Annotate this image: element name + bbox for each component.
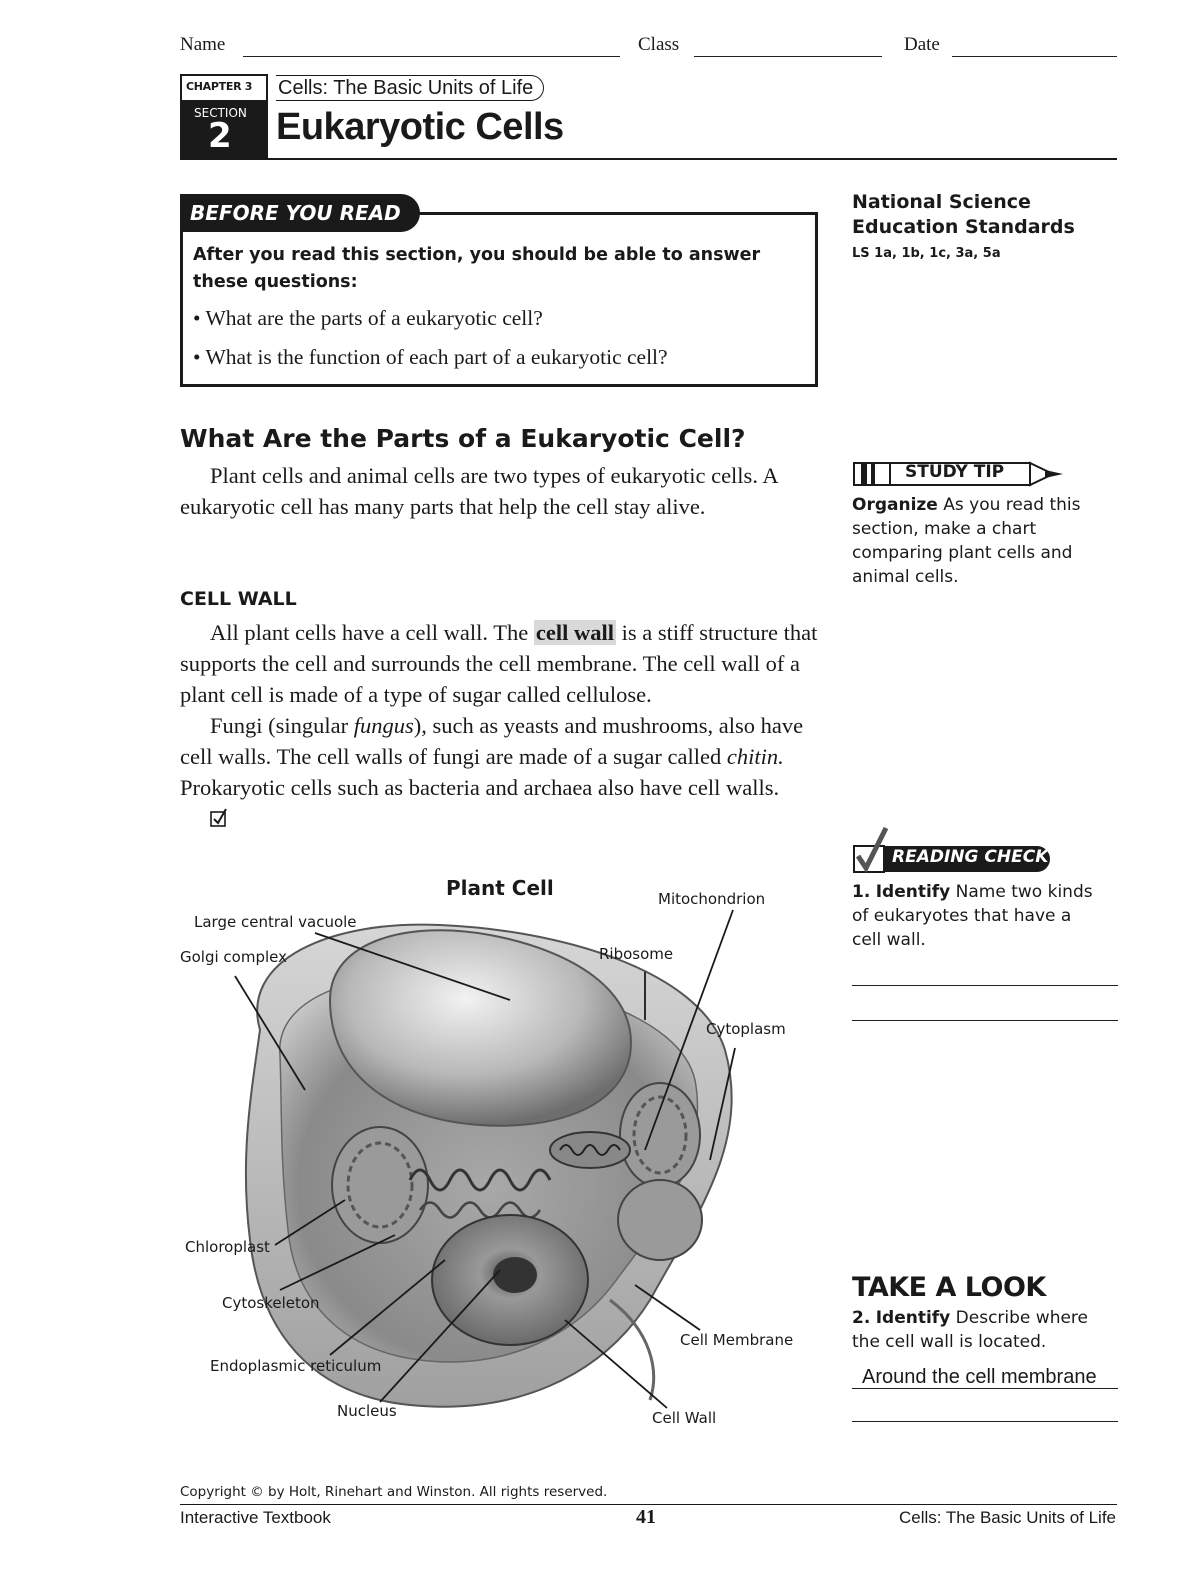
label-chloroplast: Chloroplast — [185, 1238, 270, 1256]
cell-wall-paragraphs: All plant cells have a cell wall. The cell wall is a stiff structure that supports the cell and surrounds the cell membrane. The cell wall of a plant cell is made of a type of sugar called cellulose. Fungi (singular fungus), such as yeasts and mushrooms, also have cell walls. The cell walls of fungi are made of a sugar called chitin. Prokaryotic cells such as bacteria and archaea also have cell walls. — [180, 617, 820, 836]
label-nucleus: Nucleus — [337, 1402, 397, 1420]
answer-line[interactable] — [852, 985, 1118, 986]
chapter-title: Cells: The Basic Units of Life — [276, 75, 544, 101]
chapter-label: CHAPTER 3 — [186, 80, 253, 93]
class-label: Class — [638, 34, 680, 55]
mitochondrion-shape — [550, 1132, 630, 1168]
answer-line[interactable] — [852, 1421, 1118, 1422]
cell-wall-heading: CELL WALL — [180, 588, 297, 610]
date-label: Date — [904, 34, 940, 55]
section-label: SECTION — [194, 106, 247, 120]
label-cell-wall: Cell Wall — [652, 1409, 717, 1427]
section-title: Eukaryotic Cells — [276, 106, 564, 148]
figure-title: Plant Cell — [446, 876, 554, 900]
label-cytoplasm: Cytoplasm — [706, 1020, 786, 1038]
main-heading: What Are the Parts of a Eukaryotic Cell? — [180, 424, 746, 453]
reading-check-tag — [852, 826, 1066, 878]
study-tip-label: STUDY TIP — [905, 462, 1005, 482]
answer-text[interactable]: Around the cell membrane — [862, 1366, 1097, 1388]
take-a-look-question: 2. Identify Describe where the cell wall is located. — [852, 1308, 1089, 1352]
label-vacuole: Large central vacuole — [194, 913, 357, 931]
intro-paragraph: Plant cells and animal cells are two types of eukaryotic cells. A eukaryotic cell has many parts that help the cell stay alive. — [180, 463, 778, 519]
header-rule — [180, 158, 1117, 160]
footer-rule — [180, 1504, 1117, 1505]
label-er: Endoplasmic reticulum — [210, 1357, 382, 1375]
reading-check-question: 1. Identify Name two kinds of eukaryotes that have a cell wall. — [852, 882, 1093, 950]
label-cytoskeleton: Cytoskeleton — [222, 1294, 320, 1312]
answer-line[interactable] — [852, 1020, 1118, 1021]
standards-codes: LS 1a, 1b, 1c, 3a, 5a — [852, 246, 1001, 261]
answer-line[interactable] — [852, 1388, 1118, 1389]
footer-book-title: Interactive Textbook — [180, 1508, 331, 1527]
label-cell-membrane: Cell Membrane — [680, 1331, 794, 1349]
study-tip-text: Organize As you read this section, make a chart comparing plant cells and animal cells. — [852, 495, 1081, 587]
question-item: • What is the function of each part of a eukaryotic cell? — [193, 345, 668, 369]
copyright: Copyright © by Holt, Rinehart and Winston. All rights reserved. — [180, 1484, 608, 1500]
section-number: 2 — [208, 116, 232, 156]
before-you-read-intro: After you read this section, you should be able to answer these questions: — [193, 245, 761, 292]
footer-chapter-title: Cells: The Basic Units of Life — [899, 1508, 1116, 1527]
page-number: 41 — [636, 1506, 656, 1528]
label-ribosome: Ribosome — [599, 945, 674, 963]
checkbox-icon — [180, 805, 228, 836]
question-item: • What are the parts of a eukaryotic cell? — [193, 306, 543, 330]
date-line[interactable] — [952, 56, 1117, 57]
take-a-look-heading: TAKE A LOOK — [852, 1272, 1046, 1303]
reading-check-label: READING CHECK — [892, 847, 1049, 867]
name-label: Name — [180, 34, 226, 55]
class-line[interactable] — [694, 56, 882, 57]
vocab-term[interactable]: cell wall — [535, 620, 614, 645]
before-you-read-tab: BEFORE YOU READ — [180, 194, 420, 232]
study-tip-tag — [853, 461, 1065, 491]
name-line[interactable] — [243, 56, 620, 57]
label-golgi: Golgi complex — [180, 948, 287, 966]
standards-title: National Science Education Standards — [852, 191, 1075, 238]
label-mitochondrion: Mitochondrion — [658, 890, 766, 908]
